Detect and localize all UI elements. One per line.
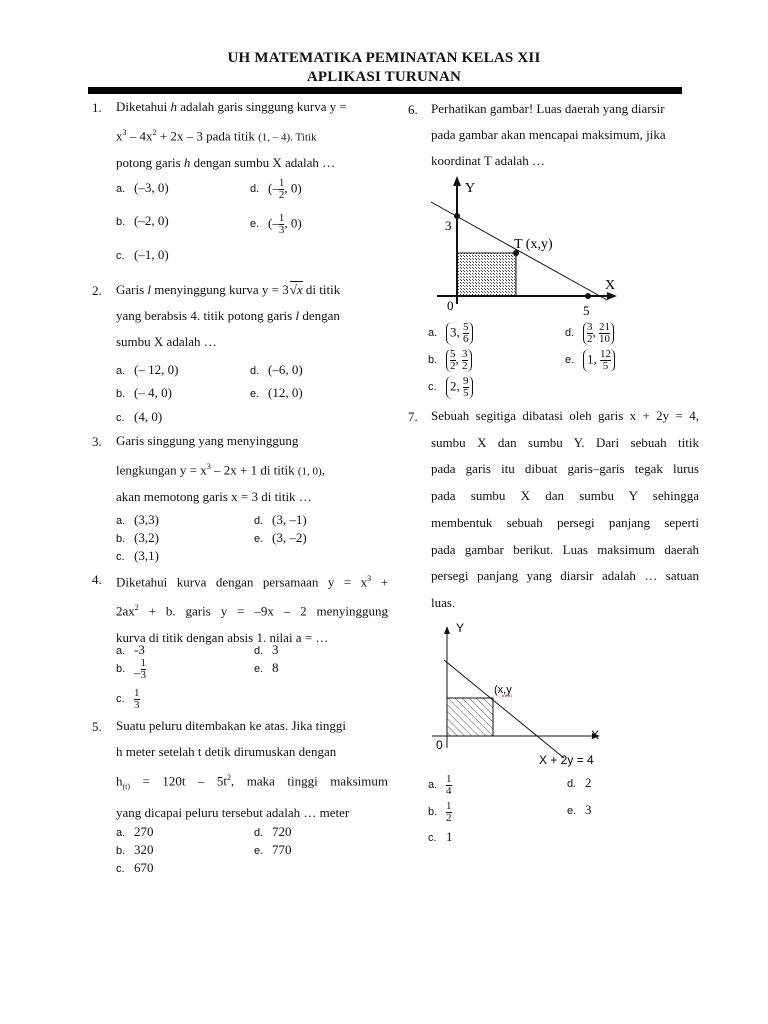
q6-x-arrow — [607, 292, 617, 300]
question-7-text — [431, 403, 699, 617]
header-divider — [88, 87, 682, 94]
question-2-line-3: sumbu X adalah … — [116, 334, 217, 349]
question-2-number: 2. — [92, 283, 102, 298]
question-6-line-2: pada gambar akan mencapai maksimum, jika — [431, 127, 666, 142]
question-5-line-4: yang dicapai peluru tersebut adalah … meter — [116, 804, 350, 820]
q6-option-c[interactable]: c. 2, $\frac{9}{5}$ — [428, 376, 473, 399]
question-7-line-3: pada garis itu dibuat garis–garis tegak lurus — [431, 461, 699, 477]
q5-option-b[interactable]: b. 320 — [116, 842, 154, 857]
question-1-line-2: $x^3 - 4x^2 + 2x - 3$ pada titik (1, – 4). Titik — [116, 128, 317, 144]
question-6-number: 6. — [408, 102, 418, 117]
q4-option-a[interactable]: a. -3 — [116, 642, 145, 657]
q7-shaded-rect — [447, 698, 493, 736]
q6-point-label: T (x,y) — [514, 237, 553, 252]
q1-option-c[interactable]: c. (–1, 0) — [116, 247, 169, 262]
question-1-text — [116, 94, 388, 176]
question-4-line-3: kurva di titik dengan absis 1. nilai a = … — [116, 629, 329, 645]
q6-x-label: X — [605, 278, 616, 293]
q6-option-e[interactable]: e. 1, $\frac{12}{5}$ — [565, 349, 615, 372]
question-1-number: 1. — [92, 100, 102, 115]
q3-option-b[interactable]: b. (3,2) — [116, 530, 159, 545]
q7-origin-label: 0 — [436, 738, 443, 752]
q7-option-a[interactable]: a. $\frac{1}{4}$ — [428, 773, 452, 797]
q7-y-arrow — [444, 626, 450, 634]
page-subtitle: APLIKASI TURUNAN — [306, 69, 462, 85]
q5-option-c[interactable]: c. 670 — [116, 860, 154, 875]
question-5-line-1: Suatu peluru ditembakan ke atas. Jika tinggi — [116, 718, 346, 733]
q6-option-b[interactable]: b. $\frac{5}{2}$ , $\frac{3}{2}$ — [428, 349, 472, 372]
question-6-text — [431, 96, 703, 174]
q2-option-a[interactable]: a. (– 12, 0) — [116, 362, 179, 377]
q7-x-label: X — [591, 728, 600, 742]
q4-option-d[interactable]: d. 3 — [254, 642, 279, 657]
question-4-text — [116, 566, 388, 651]
question-2-line-1: Garis l menyinggung kurva y = 3√x di titik — [116, 282, 341, 297]
q7-option-e[interactable]: e. 3 — [567, 802, 592, 817]
question-3-line-1: Garis singgung yang menyinggung — [116, 433, 299, 448]
question-4-line-1: Diketahui kurva dengan persamaan $y = x^3$ + — [116, 574, 388, 590]
q6-graph — [425, 172, 635, 320]
q6-point-x-int — [585, 293, 591, 299]
question-5-number: 5. — [92, 719, 102, 734]
q7-option-b[interactable]: b. $\frac{1}{2}$ — [428, 800, 452, 824]
question-7-line-7: persegi panjang yang diarsir adalah … satuan — [431, 568, 699, 584]
q2-option-d[interactable]: d. (–6, 0) — [250, 362, 303, 377]
q3-option-e[interactable]: e. (3, –2) — [254, 530, 307, 545]
q1-option-b[interactable]: b. (–2, 0) — [116, 213, 169, 228]
q5-option-a[interactable]: a. 270 — [116, 824, 154, 839]
q3-option-d[interactable]: d. (3, –1) — [254, 512, 307, 527]
q6-shaded-rect — [457, 253, 516, 296]
question-2-text — [116, 277, 388, 355]
question-1-line-1: Diketahui h adalah garis singgung kurva y = — [116, 99, 347, 114]
q4-option-e[interactable]: e. 8 — [254, 660, 279, 675]
q5-option-e[interactable]: e. 770 — [254, 842, 292, 857]
question-2-line-2: yang berabsis 4. titik potong garis l dengan — [116, 308, 340, 323]
q6-y-label: Y — [465, 181, 476, 196]
q6-point-y-int — [454, 213, 460, 219]
q6-option-d[interactable]: d. $\frac{3}{2}$ , $\frac{21}{10}$ — [565, 322, 614, 345]
question-5-line-2: h meter setelah t detik dirumuskan dengan — [116, 744, 337, 759]
q6-origin-label: 0 — [447, 298, 454, 313]
question-7-line-1: Sebuah segitiga dibatasi oleh garis x + 2y = 4, — [431, 408, 699, 423]
q6-y-intercept-label: 3 — [445, 218, 452, 233]
question-3-text — [116, 428, 388, 510]
q1-option-a[interactable]: a. (–3, 0) — [116, 180, 169, 195]
q7-equation-label: X + 2y = 4 — [539, 753, 594, 767]
question-1-line-3: potong garis h dengan sumbu X adalah … — [116, 155, 336, 171]
question-3-number: 3. — [92, 434, 102, 449]
q2-option-b[interactable]: b. (– 4, 0) — [116, 385, 172, 400]
question-4-number: 4. — [92, 572, 102, 587]
question-4-line-2: $2ax^2 + b$. garis y = –9x – 2 menyinggung — [116, 603, 388, 619]
question-5-line-3: $h_{(t)} = 120t - 5t^2$, maka tinggi maksimum — [116, 773, 389, 791]
question-7-line-4: pada sumbu X dan sumbu Y sehingga — [431, 488, 699, 504]
question-6-line-3: koordinat T adalah … — [431, 153, 545, 168]
q5-option-d[interactable]: d. 720 — [254, 824, 292, 839]
q7-point-label: (x,y — [494, 684, 512, 696]
q3-option-c[interactable]: c. (3,1) — [116, 548, 159, 563]
q6-option-a[interactable]: a. 3, $\frac{5}{6}$ — [428, 322, 473, 345]
page-title: UH MATEMATIKA PEMINATAN KELAS XII — [227, 50, 541, 66]
q2-option-e[interactable]: e. (12, 0) — [250, 385, 303, 400]
q7-option-c[interactable]: c. 1 — [428, 829, 453, 844]
question-7-number: 7. — [408, 409, 418, 424]
q4-option-c[interactable]: c. $\frac{1}{3}$ — [116, 687, 140, 711]
q1-option-d[interactable]: d. (– $\frac{1}{2}$ , 0) — [250, 177, 302, 201]
question-6-line-1: Perhatikan gambar! Luas daerah yang diarsir — [431, 101, 665, 116]
question-7-line-2: sumbu X dan sumbu Y. Dari sebuah titik — [431, 434, 699, 450]
q3-option-a[interactable]: a. (3,3) — [116, 512, 159, 527]
q1-option-e[interactable]: e. (– $\frac{1}{3}$ , 0) — [250, 212, 302, 236]
question-5-text — [116, 713, 388, 826]
q6-y-arrow — [453, 176, 461, 186]
q7-y-label: Y — [456, 621, 465, 635]
question-3-line-3: akan memotong garis x = 3 di titik … — [116, 489, 312, 505]
question-7-line-5: membentuk sebuah persegi panjang seperti — [431, 514, 699, 530]
question-3-line-2: lengkungan $y = x^3 - 2x + 1$ di titik (1, 0), — [116, 462, 325, 478]
q2-option-c[interactable]: c. (4, 0) — [116, 409, 163, 424]
sqrt-symbol: √x — [289, 282, 303, 297]
q6-x-intercept-label: 5 — [583, 303, 590, 318]
question-7-line-6: pada gambar berikut. Luas maksimum daerah — [431, 541, 699, 557]
q4-option-b[interactable]: b. _ $\frac{1}{3}$ — [116, 657, 146, 681]
q7-option-d[interactable]: d. 2 — [567, 775, 592, 790]
question-7-line-8: luas. — [431, 594, 456, 610]
q7-graph — [424, 618, 624, 770]
